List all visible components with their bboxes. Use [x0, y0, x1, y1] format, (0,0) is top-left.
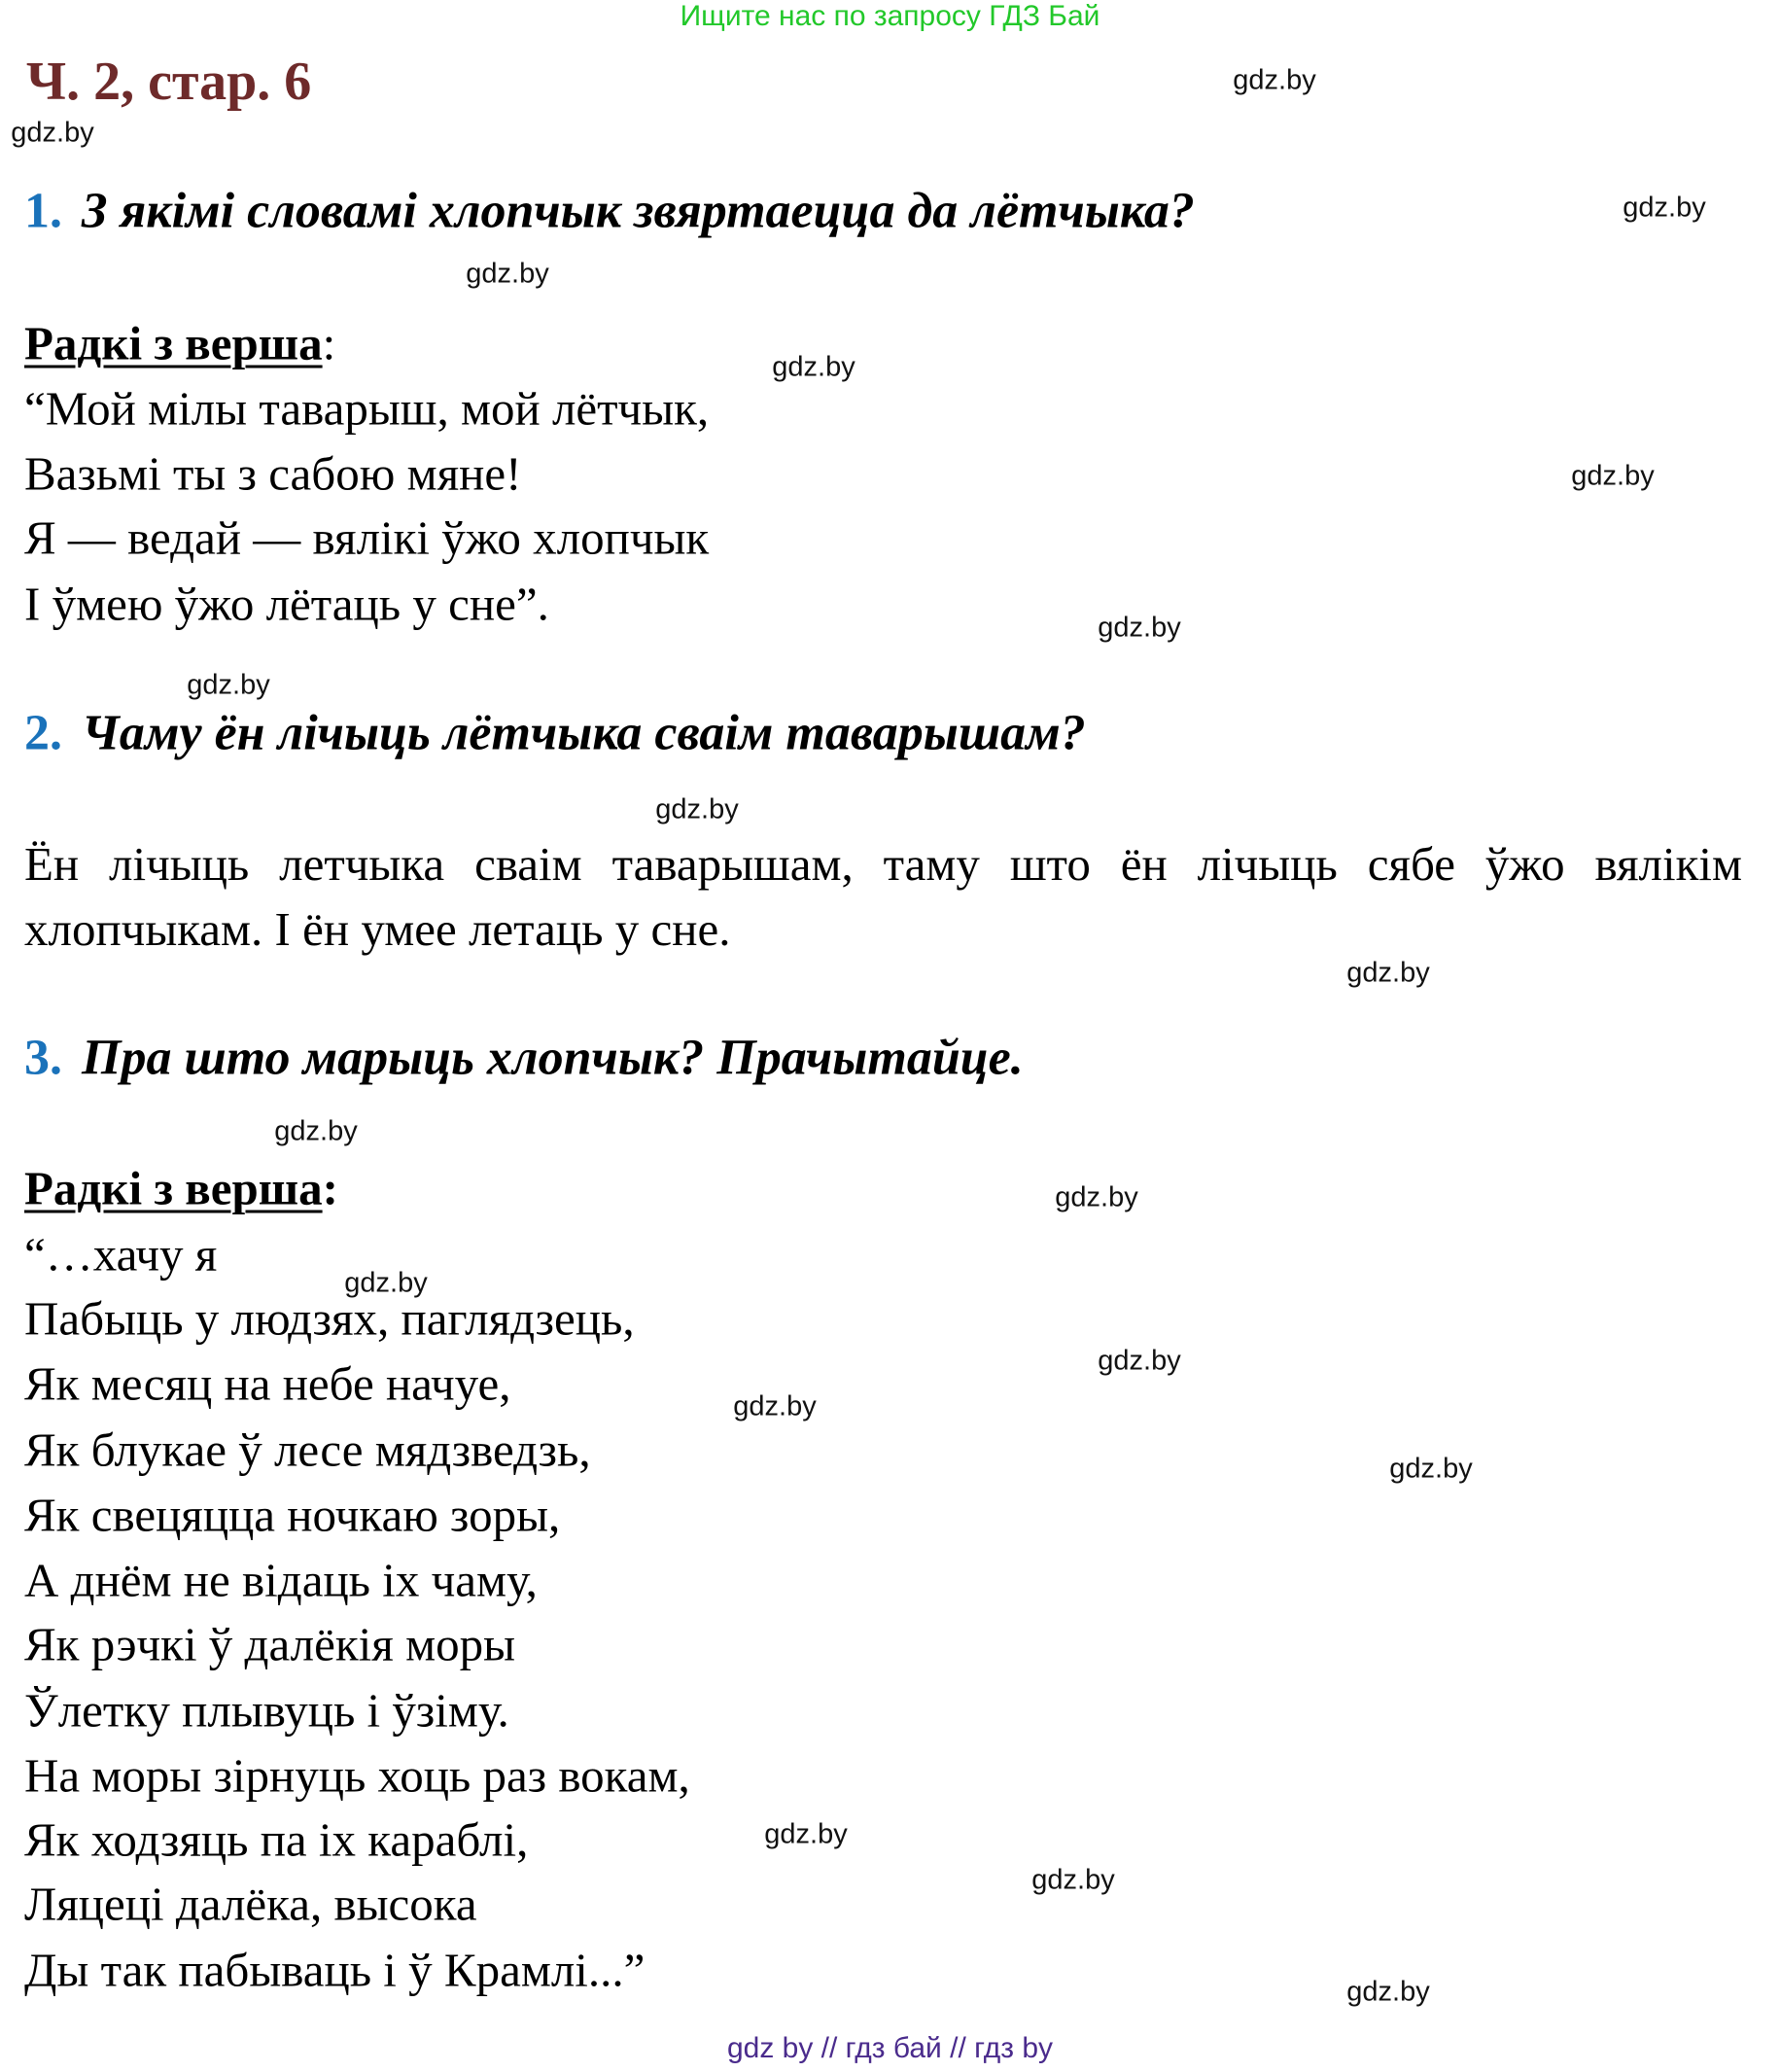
footer-links: gdz by // гдз бай // гдз by [726, 2032, 1054, 2064]
watermark: gdz.by [1389, 1453, 1473, 1485]
watermark: gdz.by [466, 258, 549, 290]
question-text: Пра што марыць хлопчык? Прачытайце. [82, 1030, 1024, 1086]
page-title: Ч. 2, стар. 6 [26, 52, 312, 112]
poem-line: А днём не відаць іх чаму, [24, 1553, 538, 1607]
poem-line: Як блукае ў лесе мядзведзь, [24, 1422, 591, 1477]
poem-line: “…хачу я [24, 1227, 218, 1282]
watermark: gdz.by [274, 1115, 358, 1147]
poem-line: Як рэчкі ў далёкія моры [24, 1617, 516, 1671]
poem-line: Вазьмі ты з сабою мяне! [24, 446, 522, 501]
question-number: 1. [24, 183, 62, 239]
poem-line: І ўмею ўжо лётаць у сне”. [24, 577, 549, 631]
poem-line: Ляцеці далёка, высока [24, 1877, 477, 1931]
question-text: Чаму ён лічыць лётчыка сваім таварышам? [82, 705, 1086, 761]
question-text: З якімі словамі хлопчык звяртаецца да лётчыка? [82, 183, 1195, 239]
watermark: gdz.by [1346, 1976, 1430, 2008]
watermark: gdz.by [11, 117, 94, 149]
watermark: gdz.by [1098, 1345, 1181, 1377]
watermark: gdz.by [1571, 460, 1655, 492]
watermark: gdz.by [1233, 64, 1316, 96]
poem-header: Радкі з верша: [24, 316, 336, 370]
poem-line: Я — ведай — вялікі ўжо хлопчык [24, 510, 710, 565]
watermark: gdz.by [655, 793, 739, 825]
watermark: gdz.by [1623, 192, 1706, 224]
watermark: gdz.by [764, 1818, 848, 1850]
question-2 [24, 705, 1086, 762]
watermark: gdz.by [772, 351, 855, 383]
watermark: gdz.by [344, 1267, 428, 1299]
poem-line: Як свецяцца ночкаю зоры, [24, 1488, 561, 1542]
poem-header: Радкі з верша: [24, 1161, 338, 1215]
answer-paragraph: Ён лічыць летчыка сваім таварышам, таму што ён лічыць сябе ўжо вялікім хлопчыкам. І ён умее летаць у сне. [24, 837, 1742, 956]
watermark: gdz.by [1055, 1181, 1138, 1213]
poem-line: Як ходзяць па іх караблі, [24, 1812, 529, 1867]
poem-line: Ды так пабываць і ў Крамлі...” [24, 1943, 646, 1997]
poem-line: На моры зірнуць хоць раз вокам, [24, 1748, 690, 1803]
poem-line: “Мой мілы таварыш, мой лётчык, [24, 381, 710, 436]
question-3 [24, 1030, 1024, 1087]
question-1 [24, 183, 1195, 240]
watermark: gdz.by [1098, 612, 1181, 644]
poem-line: Ўлетку плывуць і ўзіму. [24, 1683, 509, 1738]
question-number: 2. [24, 705, 62, 761]
watermark: gdz.by [1346, 957, 1430, 989]
poem-line: Як месяц на небе начуе, [24, 1356, 511, 1411]
watermark: gdz.by [733, 1390, 817, 1422]
search-banner: Ищите нас по запросу ГДЗ Бай [680, 0, 1100, 32]
question-number: 3. [24, 1030, 62, 1086]
poem-line: Пабыць у людзях, паглядзець, [24, 1291, 635, 1346]
watermark: gdz.by [187, 669, 270, 701]
watermark: gdz.by [1031, 1864, 1115, 1896]
